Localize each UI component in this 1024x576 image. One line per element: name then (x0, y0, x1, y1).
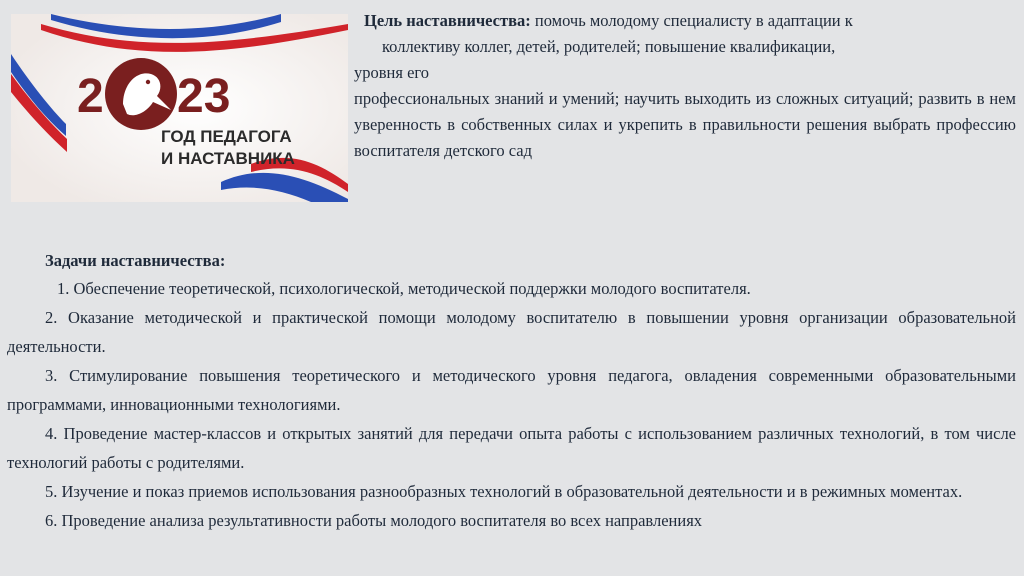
goal-line-4: профессиональных знаний и умений; научить выходить из сложных ситуаций; развить в нем уверенность в собственных силах и укрепить в правильности решения выбрать профессию воспитателя детского сад (354, 89, 1016, 160)
task-item: 5. Изучение и показ приемов использования разнообразных технологий в образовательной деятельности и в режимных моментах. (45, 482, 963, 501)
goal-line-1 (354, 8, 1016, 34)
task-item: 4. Проведение мастер-классов и открытых занятий для передачи опыта работы с использованием различных технологий, в том числе технологий работы с родителями. (7, 424, 1016, 472)
task-item: 2. Оказание методической и практической помощи молодому воспитателю в повышении уровня организации образовательной деятельности. (7, 308, 1016, 356)
year-digits-right: 23 (177, 70, 231, 123)
logo-caption-line1: ГОД ПЕДАГОГА (161, 127, 292, 146)
year-of-teacher-logo (11, 14, 348, 202)
year-digit-left: 2 (77, 70, 104, 123)
goal-label: Цель наставничества: (364, 11, 531, 30)
logo-caption-line2: И НАСТАВНИКА (161, 149, 295, 168)
logo-graphic (11, 14, 348, 202)
goal-line-2: коллективу коллег, детей, родителей; повышение квалификации, (382, 37, 836, 56)
tasks-heading: Задачи наставничества: (45, 251, 226, 270)
task-item: 1. Обеспечение теоретической, психологической, методической поддержки молодого воспитателя. (57, 279, 751, 298)
task-item: 6. Проведение анализа результативности работы молодого воспитателя во всех направлениях (45, 511, 703, 530)
mentoring-tasks (7, 246, 1016, 535)
goal-text-1: помочь молодому специалисту в адаптации к (530, 11, 853, 30)
mentoring-goal (354, 8, 1016, 164)
goal-line-3: уровня его (354, 63, 430, 82)
task-item: 3. Стимулирование повышения теоретического и методического уровня педагога, овладения современными образовательными программами, инновационными технологиями. (7, 366, 1016, 414)
